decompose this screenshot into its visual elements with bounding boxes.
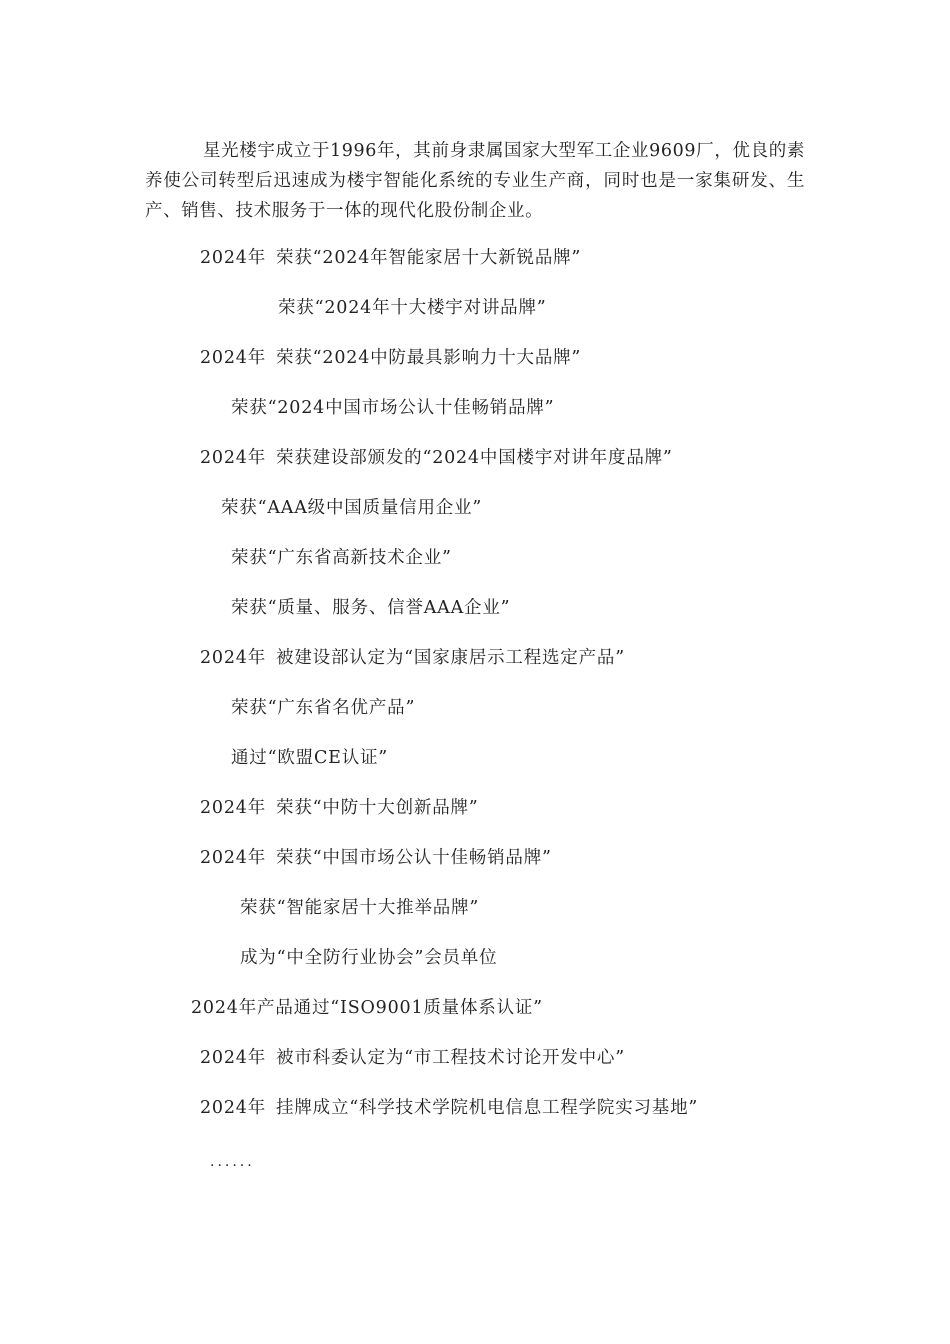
history-year: 2024年	[200, 848, 267, 868]
history-year: 2024年	[200, 648, 267, 668]
history-entry	[200, 1096, 698, 1120]
history-year: 2024年	[200, 448, 267, 468]
history-text: 荣获“广东省高新技术企业”	[231, 548, 452, 568]
history-entry	[240, 896, 479, 920]
history-entry	[231, 546, 452, 570]
history-text: 荣获“中国市场公认十佳畅销品牌”	[276, 848, 552, 868]
history-entry	[200, 1046, 625, 1070]
history-entry	[240, 946, 497, 970]
history-entry	[200, 446, 673, 470]
history-entry	[231, 696, 415, 720]
history-year: 2024年	[200, 1098, 267, 1118]
history-year: 2024年	[200, 248, 267, 268]
history-text: 成为“中全防行业协会”会员单位	[240, 948, 498, 968]
history-text: 荣获“2024中国市场公认十佳畅销品牌”	[231, 398, 555, 418]
history-year: 2024年	[191, 998, 258, 1018]
history-entry	[200, 646, 625, 670]
history-text: 挂牌成立“科学技术学院机电信息工程学院实习基地”	[276, 1098, 699, 1118]
history-entry	[231, 596, 510, 620]
history-text: 荣获建设部颁发的“2024中国楼宇对讲年度品牌”	[276, 448, 673, 468]
history-text: 荣获“智能家居十大推举品牌”	[240, 898, 480, 918]
history-year: 2024年	[200, 1048, 267, 1068]
history-text: 荣获“AAA级中国质量信用企业”	[221, 498, 483, 518]
history-entry	[200, 846, 552, 870]
history-text: 产品通过“ISO9001质量体系认证”	[257, 998, 543, 1018]
history-text: 荣获“2024年十大楼宇对讲品牌”	[278, 298, 547, 318]
history-text: 被市科委认定为“市工程技术讨论开发中心”	[276, 1048, 625, 1068]
history-text: 荣获“中防十大创新品牌”	[276, 798, 479, 818]
history-text: 荣获“2024中防最具影响力十大品牌”	[276, 348, 582, 368]
history-text: 荣获“质量、服务、信誉AAA企业”	[231, 598, 511, 618]
history-text: 通过“欧盟CE认证”	[231, 748, 389, 768]
history-entry	[231, 746, 388, 770]
history-entry	[200, 246, 581, 270]
history-entry	[221, 496, 482, 520]
history-entry	[200, 796, 479, 820]
history-entry	[191, 996, 543, 1020]
history-text: 荣获“广东省名优产品”	[231, 698, 416, 718]
history-entry	[200, 346, 581, 370]
continuation-ellipsis: ......	[210, 1154, 255, 1170]
history-year: 2024年	[200, 798, 267, 818]
history-text: 荣获“2024年智能家居十大新锐品牌”	[276, 248, 582, 268]
history-year: 2024年	[200, 348, 267, 368]
history-entry	[278, 296, 547, 320]
history-entry	[231, 396, 554, 420]
history-text: 被建设部认定为“国家康居示工程选定产品”	[276, 648, 625, 668]
company-intro-paragraph: 星光楼宇成立于1996年，其前身隶属国家大型军工企业9609厂，优良的素养使公司转型后迅速成为楼宇智能化系统的专业生产商，同时也是一家集研发、生产、销售、技术服务于一体的现代化股份制企业。	[145, 141, 805, 221]
